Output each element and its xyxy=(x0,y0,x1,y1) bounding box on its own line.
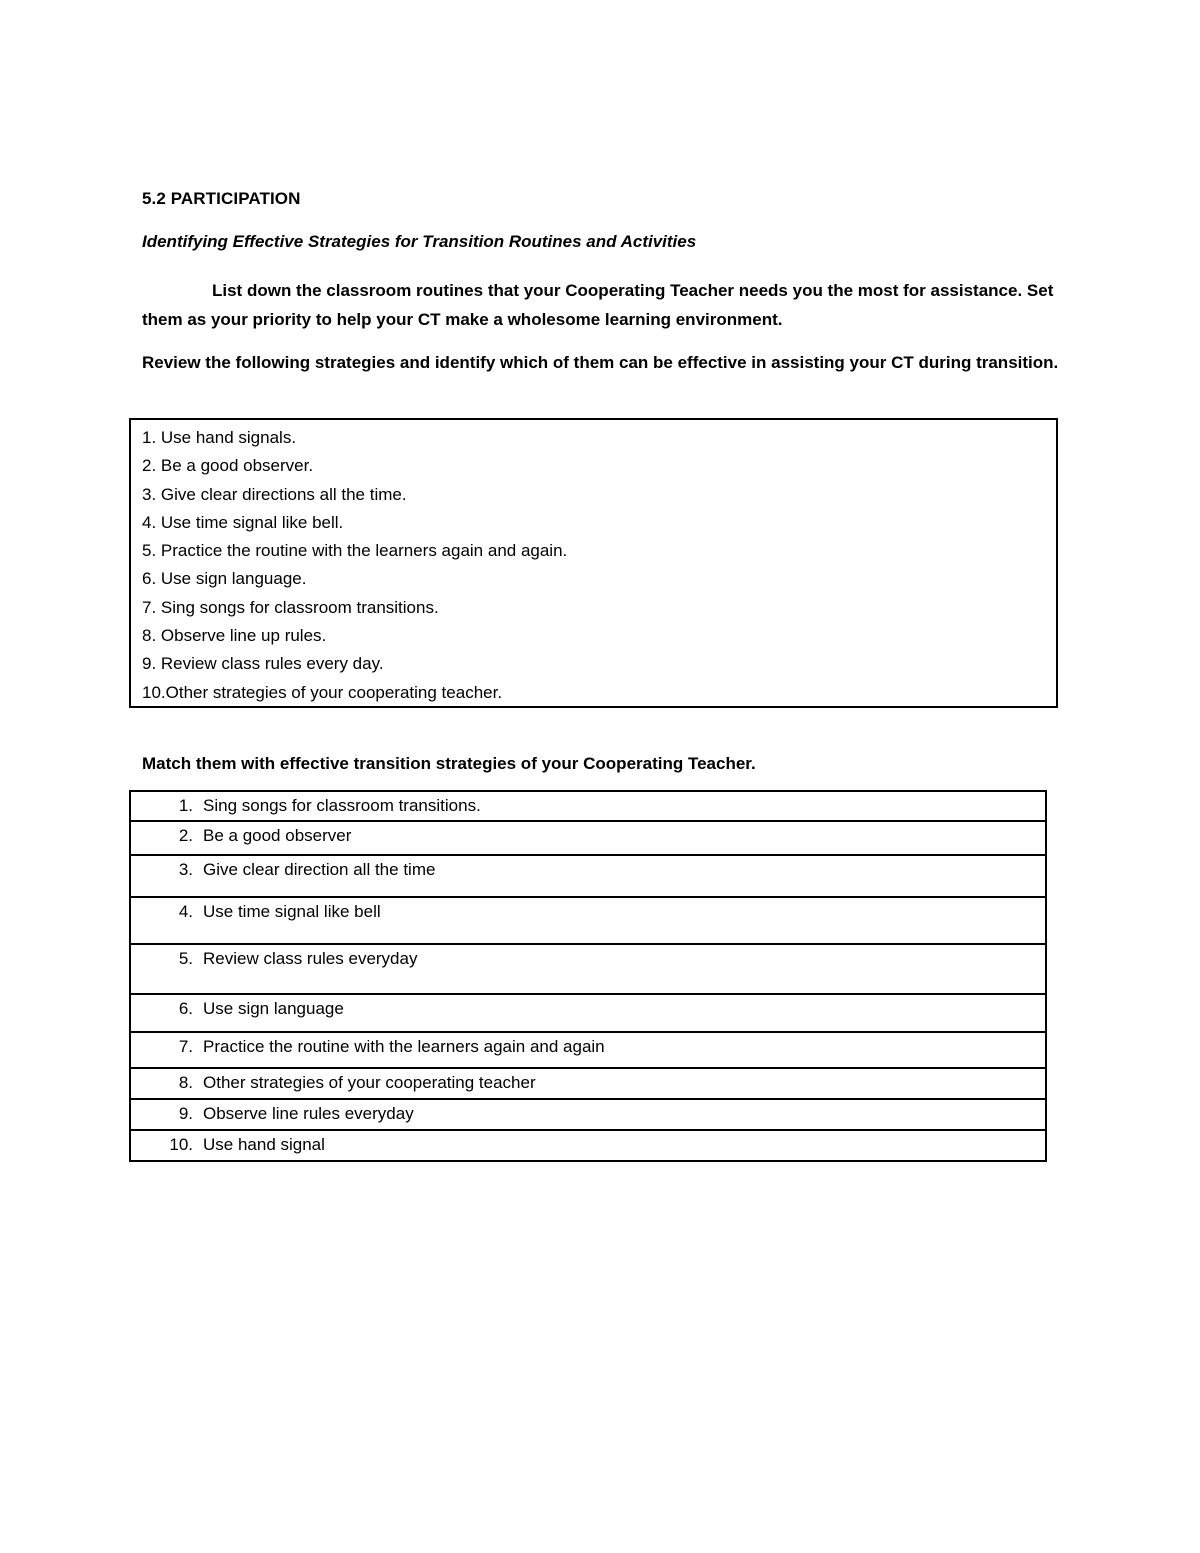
strategy-item: 1. Use hand signals. xyxy=(142,428,297,447)
strategy-item: 8. Observe line up rules. xyxy=(142,626,327,646)
row-number: 1. xyxy=(178,796,193,815)
strategy-item: 7. Sing songs for classroom transitions. xyxy=(142,597,439,617)
row-number: 8. xyxy=(178,1073,193,1092)
strategy-item: 4. Use time signal like bell. xyxy=(142,512,344,532)
table-row xyxy=(130,994,1046,1032)
row-number: 6. xyxy=(178,999,193,1018)
row-text: Use sign language xyxy=(203,999,344,1018)
table-row xyxy=(130,791,1046,821)
table-row xyxy=(130,821,1046,855)
table-row xyxy=(130,944,1046,994)
table-row xyxy=(130,897,1046,944)
table-row xyxy=(130,1130,1046,1161)
row-text: Use time signal like bell xyxy=(203,902,381,921)
row-number: 4. xyxy=(178,902,193,921)
strategy-item: 10.Other strategies of your cooperating teacher. xyxy=(142,682,503,702)
row-number: 3. xyxy=(178,860,193,879)
row-text: Use hand signal xyxy=(203,1135,325,1154)
table-row xyxy=(130,1068,1046,1099)
row-text: Observe line rules everyday xyxy=(203,1104,414,1123)
strategy-item: 9. Review class rules every day. xyxy=(142,654,384,674)
instruction-paragraph-2: Review the following strategies and identify which of them can be effective in assisting your CT during transition. xyxy=(142,353,1059,372)
row-number: 2. xyxy=(178,826,193,845)
instruction-paragraph-3: Match them with effective transition strategies of your Cooperating Teacher. xyxy=(142,754,756,773)
table-row xyxy=(130,1099,1046,1130)
table-row xyxy=(130,1032,1046,1068)
row-number: 7. xyxy=(178,1037,193,1056)
instruction-paragraph-1: List down the classroom routines that your Cooperating Teacher needs you the most for assistance. Set them as your priority to help your CT make a wholesome learning environment. xyxy=(142,281,1054,329)
strategy-item: 5. Practice the routine with the learners again and again. xyxy=(142,541,568,561)
row-number: 10. xyxy=(169,1135,193,1154)
match-table xyxy=(129,790,1047,1162)
row-text: Other strategies of your cooperating teacher xyxy=(203,1073,536,1092)
row-number: 9. xyxy=(178,1104,193,1123)
strategy-list-box xyxy=(129,418,1058,708)
row-text: Review class rules everyday xyxy=(203,949,418,968)
section-heading: 5.2 PARTICIPATION xyxy=(142,189,301,208)
row-text: Practice the routine with the learners again and again xyxy=(203,1037,605,1056)
row-text: Be a good observer xyxy=(203,826,352,845)
row-text: Give clear direction all the time xyxy=(203,860,436,879)
section-subheading: Identifying Effective Strategies for Transition Routines and Activities xyxy=(142,232,697,251)
strategy-item: 2. Be a good observer. xyxy=(142,456,314,476)
row-number: 5. xyxy=(178,949,193,968)
table-row xyxy=(130,855,1046,897)
strategy-item: 6. Use sign language. xyxy=(142,569,307,589)
row-text: Sing songs for classroom transitions. xyxy=(203,796,481,815)
strategy-item: 3. Give clear directions all the time. xyxy=(142,484,407,504)
